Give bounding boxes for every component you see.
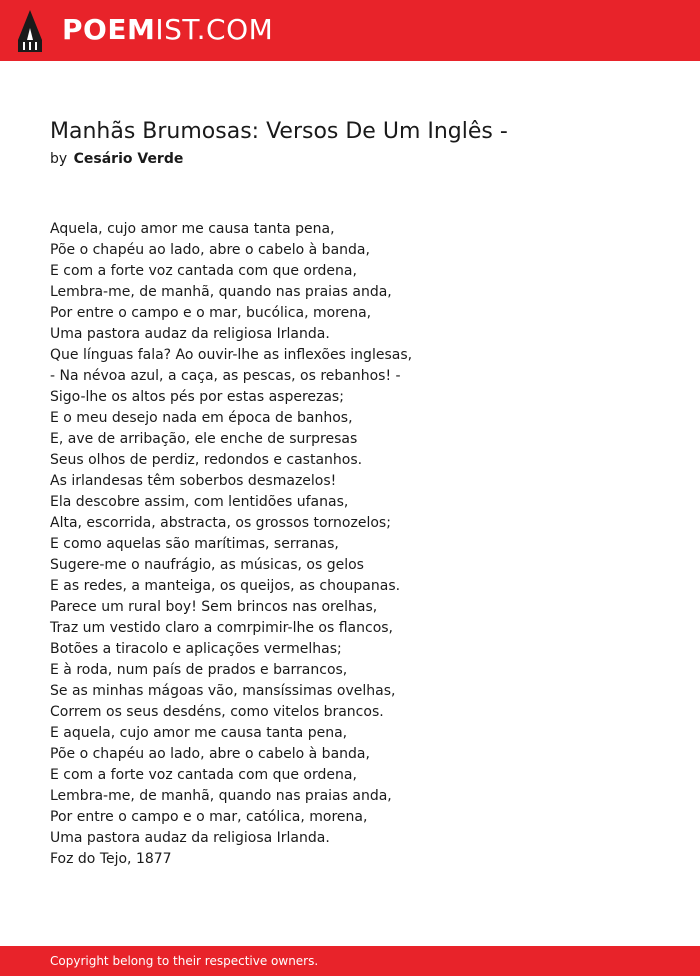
poem-line: Uma pastora audaz da religiosa Irlanda. bbox=[50, 326, 330, 342]
header-bar bbox=[0, 0, 700, 61]
brand-bold: POEM bbox=[62, 13, 156, 46]
site-logo[interactable] bbox=[62, 12, 273, 48]
copyright-text: Copyright belong to their respective owners. bbox=[50, 954, 319, 968]
poem-line: - Na névoa azul, a caça, as pescas, os rebanhos! - bbox=[50, 368, 401, 384]
poem-line: Uma pastora audaz da religiosa Irlanda. bbox=[50, 830, 330, 846]
poem-line: Sugere-me o naufrágio, as músicas, os gelos bbox=[50, 557, 364, 573]
poem-line: As irlandesas têm soberbos desmazelos! bbox=[50, 473, 337, 489]
poem-line: Ela descobre assim, com lentidões ufanas, bbox=[50, 494, 349, 510]
poem-line: E à roda, num país de prados e barrancos, bbox=[50, 662, 348, 678]
poem-body bbox=[50, 219, 650, 870]
poem-line: Põe o chapéu ao lado, abre o cabelo à banda, bbox=[50, 242, 370, 258]
poem-line: Sigo-lhe os altos pés por estas asperezas; bbox=[50, 389, 344, 405]
poem-line: Se as minhas mágoas vão, mansíssimas ovelhas, bbox=[50, 683, 396, 699]
by-label: by bbox=[50, 151, 68, 167]
poem-line: Foz do Tejo, 1877 bbox=[50, 851, 172, 867]
poem-line: Parece um rural boy! Sem brincos nas orelhas, bbox=[50, 599, 378, 615]
poem-line: Seus olhos de perdiz, redondos e castanhos. bbox=[50, 452, 363, 468]
brand-light: IST.COM bbox=[155, 13, 274, 46]
poem-line: Botões a tiracolo e aplicações vermelhas; bbox=[50, 641, 342, 657]
poem-line: E aquela, cujo amor me causa tanta pena, bbox=[50, 725, 348, 741]
byline bbox=[50, 150, 183, 168]
footer-bar bbox=[0, 946, 700, 976]
poem-line: E com a forte voz cantada com que ordena, bbox=[50, 263, 357, 279]
poem-line: Traz um vestido claro a comrpimir-lhe os flancos, bbox=[50, 620, 394, 636]
poem-line: Por entre o campo e o mar, católica, morena, bbox=[50, 809, 368, 825]
poem-line: E com a forte voz cantada com que ordena, bbox=[50, 767, 357, 783]
poem-line: E, ave de arribação, ele enche de surpresas bbox=[50, 431, 358, 447]
poem-line: Alta, escorrida, abstracta, os grossos tornozelos; bbox=[50, 515, 391, 531]
poem-line: E como aquelas são marítimas, serranas, bbox=[50, 536, 339, 552]
poem-line: Que línguas fala? Ao ouvir-lhe as inflexões inglesas, bbox=[50, 347, 413, 363]
pencil-icon bbox=[18, 10, 42, 52]
poem-line: Correm os seus desdéns, como vitelos brancos. bbox=[50, 704, 384, 720]
poem-line: Põe o chapéu ao lado, abre o cabelo à banda, bbox=[50, 746, 370, 762]
poem-title: Manhãs Brumosas: Versos De Um Inglês - bbox=[50, 119, 508, 144]
poem-line: E o meu desejo nada em época de banhos, bbox=[50, 410, 353, 426]
poem-line: Por entre o campo e o mar, bucólica, morena, bbox=[50, 305, 372, 321]
poem-line: Aquela, cujo amor me causa tanta pena, bbox=[50, 221, 335, 237]
author-name: Cesário Verde bbox=[73, 151, 184, 167]
poem-line: Lembra-me, de manhã, quando nas praias anda, bbox=[50, 284, 392, 300]
poem-line: Lembra-me, de manhã, quando nas praias anda, bbox=[50, 788, 392, 804]
poem-line: E as redes, a manteiga, os queijos, as choupanas. bbox=[50, 578, 401, 594]
